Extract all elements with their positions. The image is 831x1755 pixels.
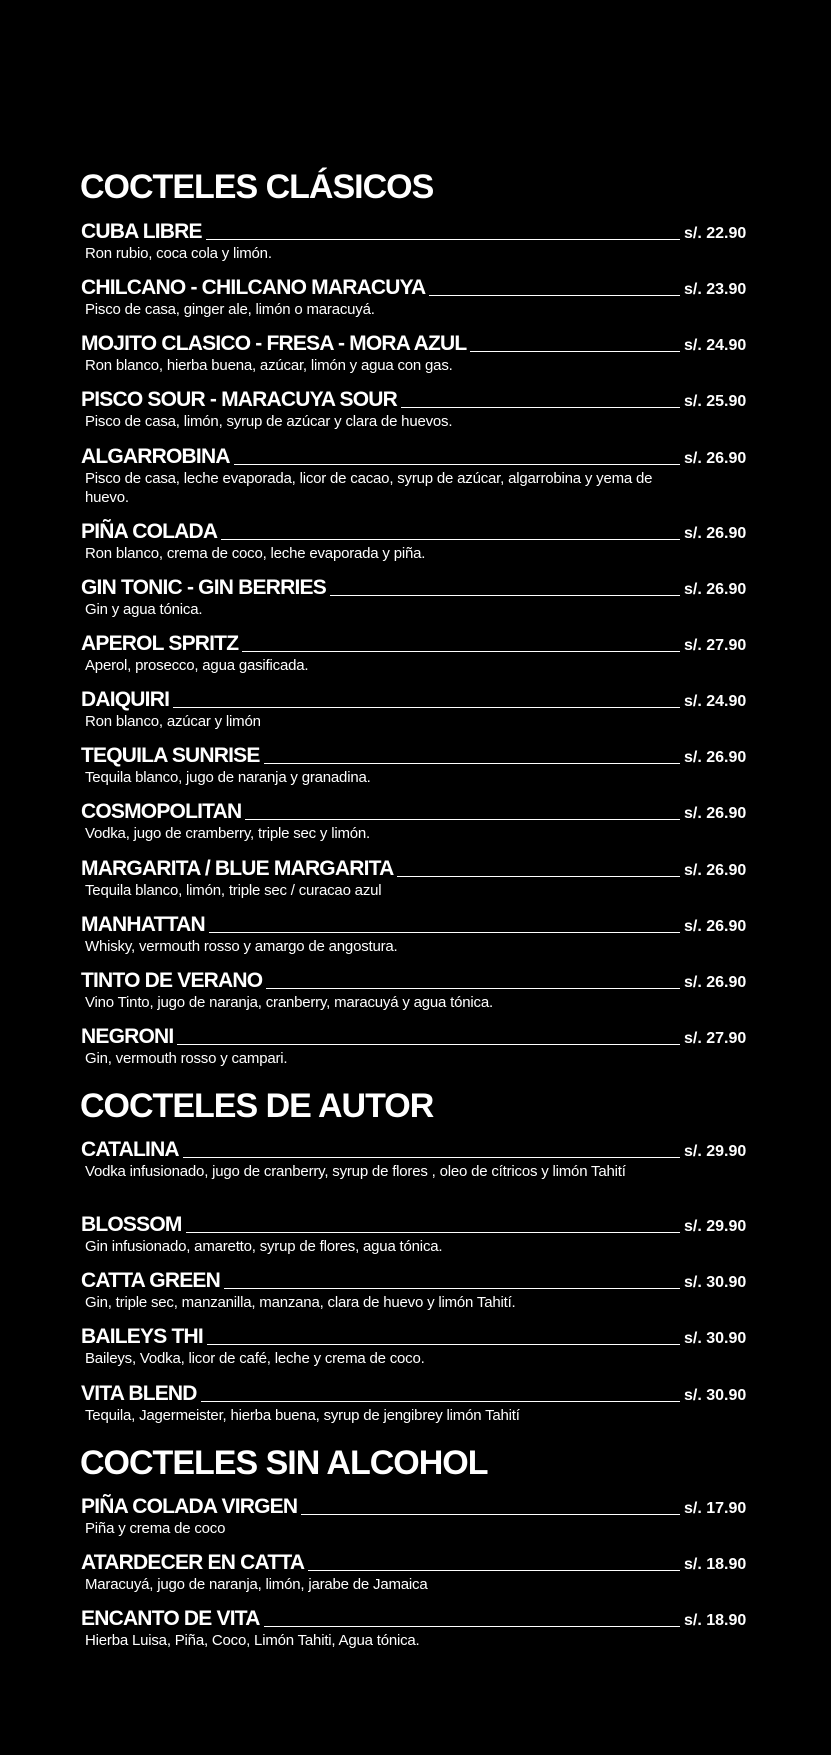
leader-line — [470, 351, 680, 352]
menu-item — [81, 1607, 754, 1650]
item-price: s/. 24.90 — [684, 693, 747, 710]
menu-item — [81, 1138, 754, 1181]
item-price: s/. 26.90 — [684, 862, 747, 879]
item-description: Aperol, prosecco, agua gasificada. — [85, 657, 309, 674]
leader-line — [206, 239, 680, 240]
item-price: s/. 26.90 — [684, 974, 747, 991]
menu-item — [81, 220, 754, 263]
item-price: s/. 26.90 — [684, 450, 747, 467]
menu-item — [81, 1382, 754, 1425]
item-price: s/. 26.90 — [684, 805, 747, 822]
leader-line — [264, 1626, 680, 1627]
item-price: s/. 29.90 — [684, 1143, 747, 1160]
menu-item — [81, 520, 754, 563]
menu-item — [81, 1269, 754, 1312]
menu-item — [81, 1495, 754, 1538]
menu-item — [81, 632, 754, 675]
item-price: s/. 25.90 — [684, 393, 747, 410]
item-name: CUBA LIBRE — [81, 220, 202, 243]
item-price: s/. 30.90 — [684, 1274, 747, 1291]
item-name: TEQUILA SUNRISE — [81, 744, 260, 767]
menu-item — [81, 445, 754, 507]
item-price: s/. 27.90 — [684, 1030, 747, 1047]
item-price: s/. 30.90 — [684, 1330, 747, 1347]
section-title-clasicos: COCTELES CLÁSICOS — [80, 168, 434, 206]
item-description: Maracuyá, jugo de naranja, limón, jarabe de Jamaica — [85, 1576, 428, 1593]
leader-line — [429, 295, 680, 296]
item-description: Ron blanco, azúcar y limón — [85, 713, 261, 730]
item-description: Ron blanco, hierba buena, azúcar, limón y agua con gas. — [85, 357, 453, 374]
menu-item — [81, 1551, 754, 1594]
section-title-sin-alcohol: COCTELES SIN ALCOHOL — [80, 1444, 488, 1482]
section-title-autor: COCTELES DE AUTOR — [80, 1087, 434, 1125]
leader-line — [330, 595, 680, 596]
item-name: NEGRONI — [81, 1025, 174, 1048]
item-name: DAIQUIRI — [81, 688, 170, 711]
item-name: VITA BLEND — [81, 1382, 197, 1405]
item-name: BLOSSOM — [81, 1213, 182, 1236]
leader-line — [209, 932, 680, 933]
menu-item — [81, 576, 754, 619]
item-price: s/. 26.90 — [684, 918, 747, 935]
item-description: Gin, vermouth rosso y campari. — [85, 1050, 288, 1067]
item-price: s/. 17.90 — [684, 1500, 747, 1517]
item-description: Baileys, Vodka, licor de café, leche y crema de coco. — [85, 1350, 425, 1367]
item-price: s/. 26.90 — [684, 581, 747, 598]
item-name: CHILCANO - CHILCANO MARACUYA — [81, 276, 426, 299]
leader-line — [308, 1570, 680, 1571]
leader-line — [266, 988, 680, 989]
item-name: CATALINA — [81, 1138, 179, 1161]
leader-line — [234, 464, 680, 465]
item-description: Ron blanco, crema de coco, leche evaporada y piña. — [85, 545, 426, 562]
item-description: Whisky, vermouth rosso y amargo de angostura. — [85, 938, 398, 955]
item-name: MANHATTAN — [81, 913, 205, 936]
leader-line — [245, 819, 680, 820]
menu-item — [81, 332, 754, 375]
leader-line — [224, 1288, 680, 1289]
item-price: s/. 30.90 — [684, 1387, 747, 1404]
menu-item — [81, 800, 754, 843]
item-description: Pisco de casa, limón, syrup de azúcar y clara de huevos. — [85, 413, 453, 430]
menu-item — [81, 1325, 754, 1368]
item-name: GIN TONIC - GIN BERRIES — [81, 576, 326, 599]
menu-item — [81, 969, 754, 1012]
item-description: Tequila blanco, limón, triple sec / curacao azul — [85, 882, 382, 899]
item-description: Pisco de casa, leche evaporada, licor de cacao, syrup de azúcar, algarrobina y yema de huevo. — [85, 470, 653, 506]
item-description: Pisco de casa, ginger ale, limón o maracuyá. — [85, 301, 375, 318]
item-price: s/. 24.90 — [684, 337, 747, 354]
item-name: BAILEYS THI — [81, 1325, 203, 1348]
item-description: Piña y crema de coco — [85, 1520, 226, 1537]
item-name: PIÑA COLADA VIRGEN — [81, 1495, 298, 1518]
item-description: Vodka, jugo de cramberry, triple sec y limón. — [85, 825, 371, 842]
menu-item — [81, 688, 754, 731]
item-description: Gin infusionado, amaretto, syrup de flores, agua tónica. — [85, 1238, 443, 1255]
menu-item — [81, 744, 754, 787]
leader-line — [397, 876, 680, 877]
item-name: TINTO DE VERANO — [81, 969, 263, 992]
leader-line — [177, 1044, 680, 1045]
leader-line — [221, 539, 680, 540]
item-price: s/. 18.90 — [684, 1612, 747, 1629]
item-description: Gin y agua tónica. — [85, 601, 203, 618]
item-name: COSMOPOLITAN — [81, 800, 242, 823]
leader-line — [207, 1344, 680, 1345]
menu-item — [81, 857, 754, 900]
item-name: ENCANTO DE VITA — [81, 1607, 260, 1630]
menu-item — [81, 1025, 754, 1068]
item-price: s/. 26.90 — [684, 525, 747, 542]
menu-item — [81, 913, 754, 956]
item-name: MARGARITA / BLUE MARGARITA — [81, 857, 394, 880]
leader-line — [401, 407, 680, 408]
item-price: s/. 26.90 — [684, 749, 747, 766]
leader-line — [173, 707, 680, 708]
item-description: Tequila, Jagermeister, hierba buena, syrup de jengibrey limón Tahití — [85, 1407, 520, 1424]
item-name: APEROL SPRITZ — [81, 632, 239, 655]
item-description: Tequila blanco, jugo de naranja y granadina. — [85, 769, 371, 786]
item-description: Vino Tinto, jugo de naranja, cranberry, maracuyá y agua tónica. — [85, 994, 493, 1011]
item-price: s/. 23.90 — [684, 281, 747, 298]
item-name: PISCO SOUR - MARACUYA SOUR — [81, 388, 398, 411]
item-name: ALGARROBINA — [81, 445, 230, 468]
item-price: s/. 22.90 — [684, 225, 747, 242]
item-price: s/. 18.90 — [684, 1556, 747, 1573]
item-price: s/. 27.90 — [684, 637, 747, 654]
item-description: Vodka infusionado, jugo de cranberry, syrup de flores , oleo de cítricos y limón Tahití — [85, 1163, 626, 1180]
menu-item — [81, 388, 754, 431]
item-description: Hierba Luisa, Piña, Coco, Limón Tahiti, Agua tónica. — [85, 1632, 420, 1649]
leader-line — [201, 1401, 680, 1402]
item-name: CATTA GREEN — [81, 1269, 220, 1292]
item-name: ATARDECER EN CATTA — [81, 1551, 305, 1574]
menu-item — [81, 1213, 754, 1256]
leader-line — [183, 1157, 680, 1158]
item-description: Gin, triple sec, manzanilla, manzana, clara de huevo y limón Tahití. — [85, 1294, 516, 1311]
item-name: MOJITO CLASICO - FRESA - MORA AZUL — [81, 332, 467, 355]
item-description: Ron rubio, coca cola y limón. — [85, 245, 272, 262]
item-price: s/. 29.90 — [684, 1218, 747, 1235]
item-name: PIÑA COLADA — [81, 520, 218, 543]
leader-line — [264, 763, 680, 764]
leader-line — [186, 1232, 680, 1233]
leader-line — [301, 1514, 680, 1515]
leader-line — [242, 651, 680, 652]
menu-item — [81, 276, 754, 319]
